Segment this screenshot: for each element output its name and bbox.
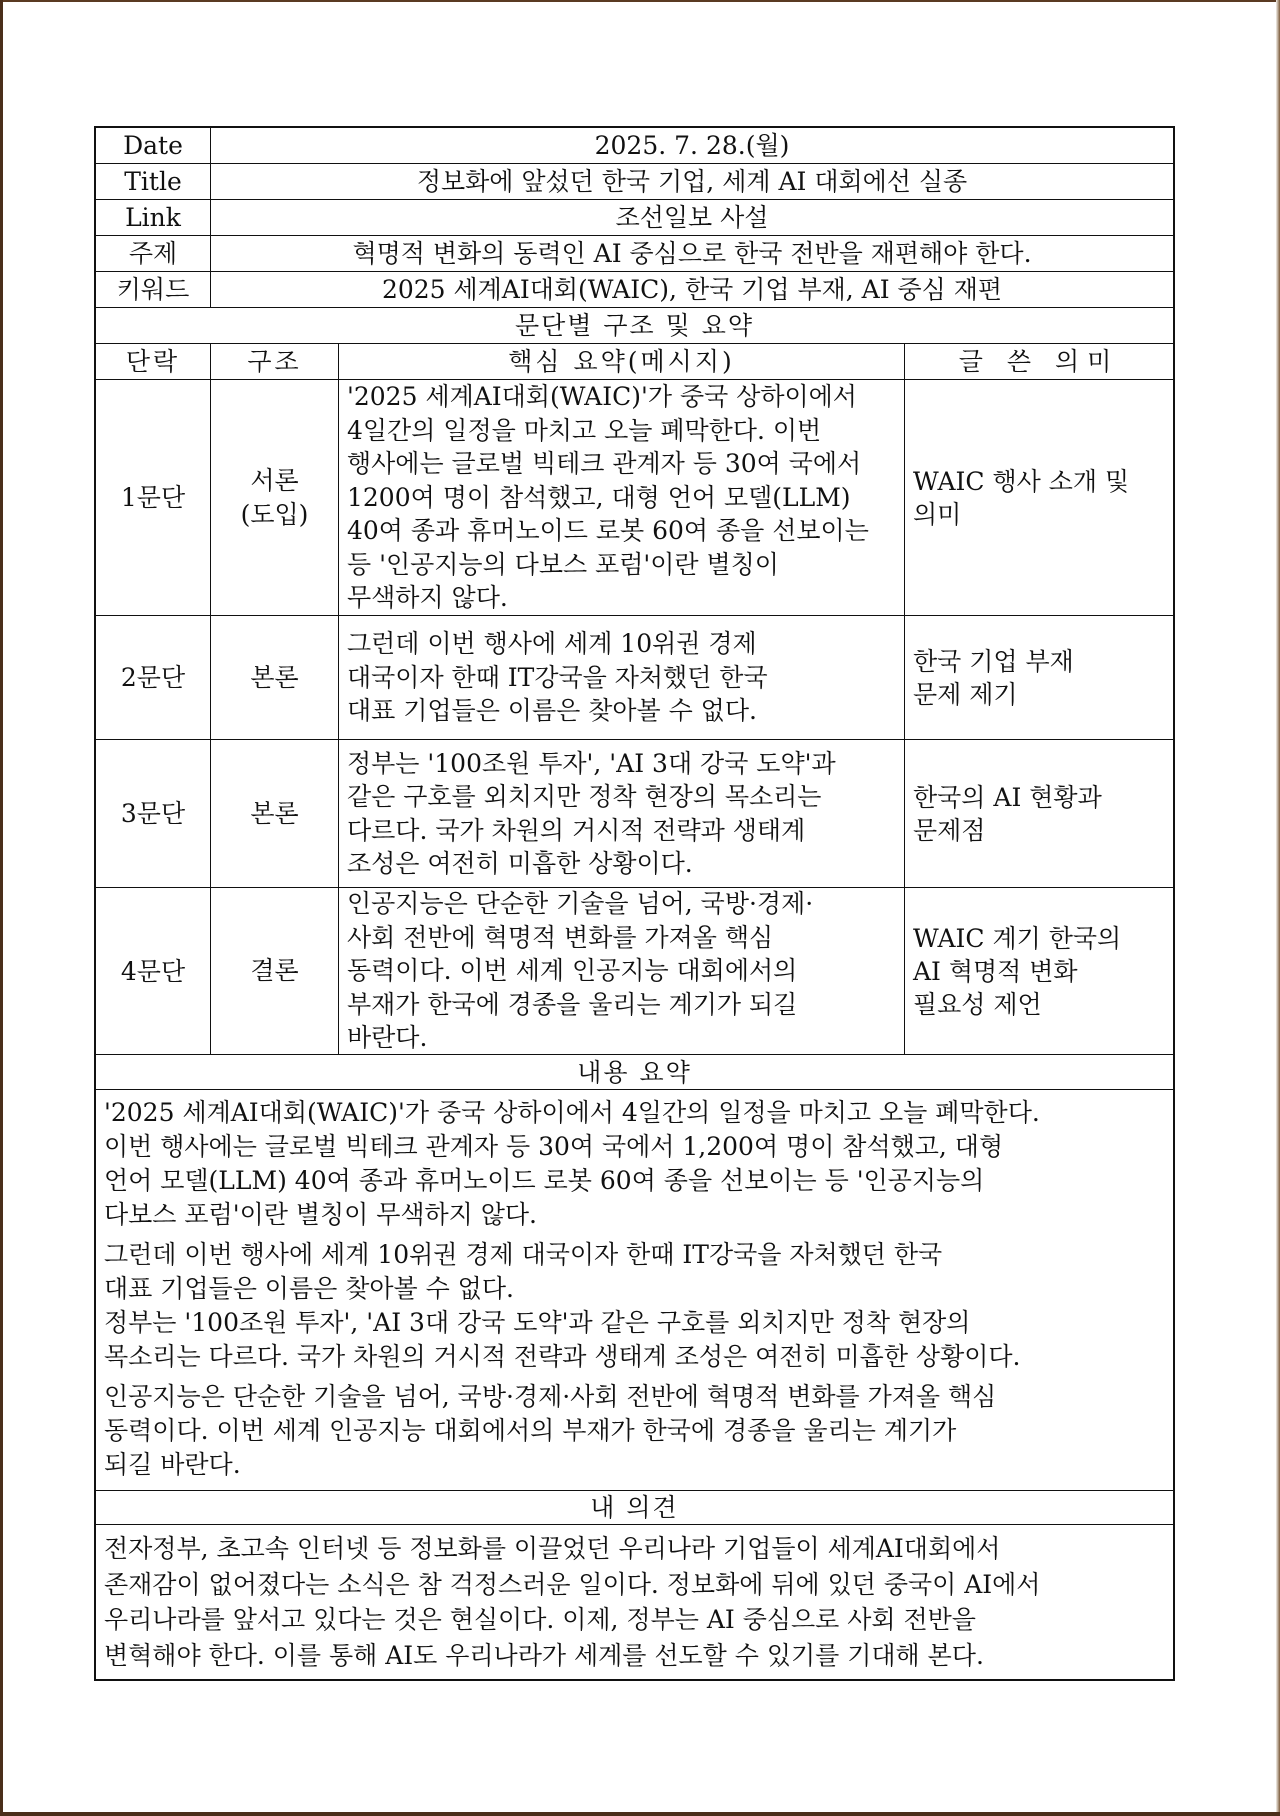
summary-line: 1200여 명이 참석했고, 대형 언어 모델(LLM) [347, 482, 851, 512]
paper-edge-bottom [0, 1812, 1280, 1816]
topic-label: 주제 [96, 236, 211, 271]
summary-text-line: 동력이다. 이번 세계 인공지능 대회에서의 부재가 한국에 경종을 울리는 계기가 [104, 1416, 957, 1445]
title-value: 정보화에 앞섰던 한국 기업, 세계 AI 대회에선 실종 [416, 167, 968, 196]
summary-line: 바란다. [347, 1023, 428, 1053]
summary-text-line: 언어 모델(LLM) 40여 종과 휴머노이드 로봇 60여 종을 선보이는 등 '인공지능의 [104, 1166, 985, 1195]
structure-line: 본론 [250, 798, 299, 828]
table-row [96, 380, 1173, 616]
summary-text-line: 정부는 '100조원 투자', 'AI 3대 강국 도약'과 같은 구호를 외치지만 정착 현장의 [104, 1308, 971, 1337]
meaning-line: 문제 제기 [913, 679, 1018, 709]
opinion-header [96, 1491, 1173, 1525]
structure-section-title: 문단별 구조 및 요약 [514, 311, 755, 340]
meaning-line: 문제점 [913, 815, 986, 845]
summary-line: 등 '인공지능의 다보스 포럼'이란 별칭이 [347, 549, 779, 579]
summary-paragraph [104, 1306, 1165, 1374]
summary-cell [339, 888, 905, 1054]
structure-cell [211, 380, 339, 615]
summary-cell [339, 380, 905, 615]
summary-line: '2025 세계AI대회(WAIC)'가 중국 상하이에서 [347, 382, 857, 412]
topic-row [96, 236, 1173, 272]
structure-cell [211, 888, 339, 1054]
date-label: Date [96, 128, 211, 163]
meaning-line: AI 혁명적 변화 [913, 956, 1078, 986]
header-paragraph: 단락 [96, 344, 211, 379]
summary-text-line: 그런데 이번 행사에 세계 10위권 경제 대국이자 한때 IT강국을 자처했던 한국 [104, 1240, 943, 1269]
paragraph-label: 3문단 [96, 740, 211, 887]
summary-text-line: '2025 세계AI대회(WAIC)'가 중국 상하이에서 4일간의 일정을 마치고 오늘 폐막한다. [104, 1098, 1040, 1127]
meaning-line: WAIC 행사 소개 및 [913, 466, 1130, 496]
title-row [96, 164, 1173, 200]
content-summary-text [96, 1090, 1173, 1490]
keyword-row [96, 272, 1173, 308]
meaning-line: 의미 [913, 499, 962, 529]
link-label: Link [96, 200, 211, 235]
title-label: Title [96, 164, 211, 199]
paragraph-label: 4문단 [96, 888, 211, 1054]
content-summary-header [96, 1055, 1173, 1090]
meaning-line: 필요성 제언 [913, 989, 1042, 1019]
structure-line: 서론 [250, 466, 299, 495]
summary-line: 그런데 이번 행사에 세계 10위권 경제 [347, 629, 757, 659]
summary-line: 행사에는 글로벌 빅테크 관계자 등 30여 국에서 [347, 449, 862, 479]
summary-paragraph [104, 1238, 1165, 1306]
opinion-title: 내 의견 [590, 1493, 679, 1522]
summary-text-line: 되길 바란다. [104, 1450, 241, 1479]
structure-line: (도입) [240, 499, 309, 529]
summary-text-line: 인공지능은 단순한 기술을 넘어, 국방·경제·사회 전반에 혁명적 변화를 가져올 핵심 [104, 1382, 997, 1411]
header-structure: 구조 [211, 344, 339, 379]
summary-line: 사회 전반에 혁명적 변화를 가져올 핵심 [347, 922, 774, 952]
structure-column-headers [96, 344, 1173, 380]
summary-cell [339, 740, 905, 887]
paragraph-label: 2문단 [96, 616, 211, 739]
table-row [96, 616, 1173, 740]
summary-line: 정부는 '100조원 투자', 'AI 3대 강국 도약'과 [347, 748, 836, 778]
meaning-cell [905, 616, 1173, 739]
summary-line: 40여 종과 휴머노이드 로봇 60여 종을 선보이는 [347, 516, 869, 546]
summary-line: 동력이다. 이번 세계 인공지능 대회에서의 [347, 956, 798, 986]
keyword-label: 키워드 [96, 272, 211, 307]
summary-line: 대표 기업들은 이름은 찾아볼 수 없다. [347, 696, 757, 726]
opinion-body [96, 1525, 1173, 1679]
opinion-text-line: 우리나라를 앞서고 있다는 것은 현실이다. 이제, 정부는 AI 중심으로 사회 전반을 [104, 1605, 976, 1634]
summary-line: 다르다. 국가 차원의 거시적 전략과 생태계 [347, 815, 806, 845]
meaning-cell [905, 380, 1173, 615]
paper-edge-left [0, 0, 3, 1816]
summary-line: 부재가 한국에 경종을 울리는 계기가 되길 [347, 989, 798, 1019]
content-summary-body [96, 1090, 1173, 1491]
summary-text-line: 다보스 포럼'이란 별칭이 무색하지 않다. [104, 1200, 538, 1229]
summary-text-line: 대표 기업들은 이름은 찾아볼 수 없다. [104, 1274, 514, 1303]
editorial-summary-sheet [94, 126, 1175, 1681]
structure-cell [211, 740, 339, 887]
structure-line: 결론 [250, 956, 299, 986]
summary-line: 대국이자 한때 IT강국을 자처했던 한국 [347, 662, 768, 692]
summary-line: 같은 구호를 외치지만 정착 현장의 목소리는 [347, 782, 822, 811]
summary-line: 인공지능은 단순한 기술을 넘어, 국방·경제· [347, 889, 814, 919]
summary-line: 조성은 여전히 미흡한 상황이다. [347, 849, 693, 878]
link-row [96, 200, 1173, 236]
summary-paragraph [104, 1096, 1165, 1232]
opinion-text-line: 존재감이 없어졌다는 소식은 참 걱정스러운 일이다. 정보화에 뒤에 있던 중국이 AI에서 [104, 1569, 1041, 1599]
meaning-cell [905, 888, 1173, 1054]
meaning-line: WAIC 계기 한국의 [913, 923, 1122, 953]
date-row [96, 128, 1173, 164]
link-value: 조선일보 사설 [615, 203, 769, 232]
header-meaning: 글 쓴 의미 [958, 347, 1120, 376]
opinion-text-line: 변혁해야 한다. 이를 통해 AI도 우리나라가 세계를 선도할 수 있기를 기대해 본다. [104, 1640, 984, 1670]
summary-line: 4일간의 일정을 마치고 오늘 폐막한다. 이번 [347, 415, 822, 445]
summary-text-line: 이번 행사에는 글로벌 빅테크 관계자 등 30여 국에서 1,200여 명이 참석했고, 대형 [104, 1132, 1004, 1161]
structure-cell [211, 616, 339, 739]
keyword-value: 2025 세계AI대회(WAIC), 한국 기업 부재, AI 중심 재편 [381, 275, 1003, 304]
summary-cell [339, 616, 905, 739]
table-row [96, 888, 1173, 1055]
summary-paragraph [104, 1380, 1165, 1482]
paper-edge-right [1276, 0, 1280, 1816]
opinion-text [96, 1525, 1173, 1679]
structure-line: 본론 [250, 662, 299, 692]
meaning-line: 한국 기업 부재 [913, 646, 1074, 676]
meaning-line: 한국의 AI 현황과 [913, 782, 1102, 812]
topic-value: 혁명적 변화의 동력인 AI 중심으로 한국 전반을 재편해야 한다. [352, 239, 1032, 268]
paper-edge-top [0, 0, 1280, 2]
opinion-text-line: 전자정부, 초고속 인터넷 등 정보화를 이끌었던 우리나라 기업들이 세계AI대회에서 [104, 1534, 1001, 1563]
paragraph-label: 1문단 [96, 380, 211, 615]
meaning-cell [905, 740, 1173, 887]
content-summary-title: 내용 요약 [577, 1057, 692, 1087]
summary-line: 무색하지 않다. [347, 583, 508, 613]
table-row [96, 740, 1173, 888]
structure-section-header [96, 308, 1173, 344]
header-summary: 핵심 요약(메시지) [339, 344, 905, 379]
date-value: 2025. 7. 28.(월) [594, 131, 790, 160]
summary-text-line: 목소리는 다르다. 국가 차원의 거시적 전략과 생태계 조성은 여전히 미흡한 상황이다. [104, 1342, 1021, 1371]
